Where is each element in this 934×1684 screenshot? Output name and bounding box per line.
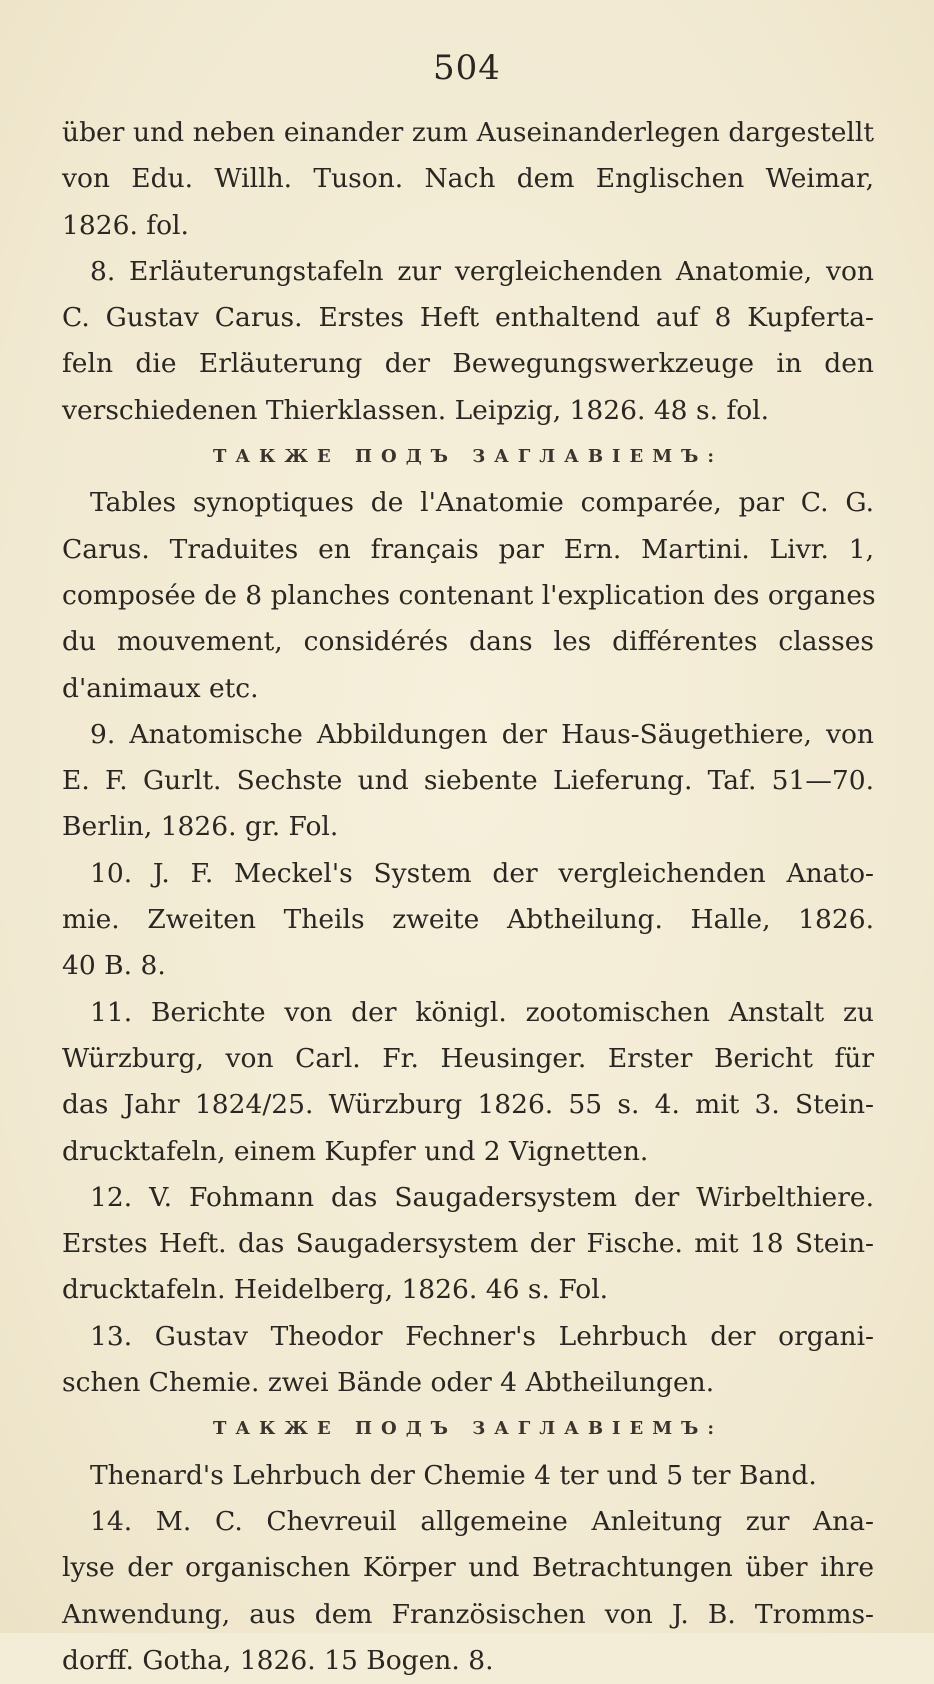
text-line: verschiedenen Thierklassen. Leipzig, 1826. 48 s. fol.	[62, 394, 770, 426]
text-line: das Jahr 1824/25. Würzburg 1826. 55 s. 4. mit 3. Stein-	[62, 1089, 874, 1121]
text-line: 1826. fol.	[62, 209, 189, 241]
text-line: lyse der organischen Körper und Betrachtungen über ihre	[62, 1552, 874, 1584]
text-line: C. Gustav Carus. Erstes Heft enthaltend auf 8 Kupferta-	[62, 302, 874, 334]
text-line: Anwendung, aus dem Französischen von J. B. Tromms-	[62, 1598, 874, 1630]
text-line: drucktafeln. Heidelberg, 1826. 46 s. Fol.	[62, 1274, 609, 1306]
text-line: 13. Gustav Theodor Fechner's Lehrbuch der organi-	[90, 1320, 874, 1352]
text-line: E. F. Gurlt. Sechste und siebente Lieferung. Taf. 51—70.	[62, 765, 874, 797]
text-line: feln die Erläuterung der Bewegungswerkzeuge in den	[62, 348, 874, 380]
text-line: drucktafeln, einem Kupfer und 2 Vignetten.	[62, 1135, 649, 1167]
text-line: Würzburg, von Carl. Fr. Heusinger. Erster Bericht für	[62, 1042, 874, 1074]
text-line: dorff. Gotha, 1826. 15 Bogen. 8.	[62, 1644, 494, 1676]
text-line: composée de 8 planches contenant l'explication des organes	[62, 579, 876, 611]
text-line: du mouvement, considérés dans les différentes classes	[62, 626, 874, 658]
text-line: Berlin, 1826. gr. Fol.	[62, 811, 339, 843]
text-line: mie. Zweiten Theils zweite Abtheilung. Halle, 1826.	[62, 904, 874, 936]
text-line: 14. M. C. Chevreuil allgemeine Anleitung zur Ana-	[90, 1505, 874, 1537]
text-line: Carus. Traduites en français par Ern. Martini. Livr. 1,	[62, 533, 874, 565]
text-line: schen Chemie. zwei Bände oder 4 Abtheilungen.	[62, 1367, 715, 1399]
section-header: ТАКЖЕ ПОДЪ ЗАГЛАВІЕМЪ:	[213, 446, 723, 468]
text-line: 12. V. Fohmann das Saugadersystem der Wirbelthiere.	[90, 1181, 874, 1213]
text-line: 8. Erläuterungstafeln zur vergleichenden Anatomie, von	[90, 255, 874, 287]
text-line: 11. Berichte von der königl. zootomischen Anstalt zu	[90, 996, 874, 1028]
section-header: ТАКЖЕ ПОДЪ ЗАГЛАВІЕМЪ:	[213, 1418, 723, 1440]
text-line: Tables synoptiques de l'Anatomie comparée, par C. G.	[90, 487, 874, 519]
text-block	[62, 110, 874, 1684]
text-line: 40 B. 8.	[62, 950, 166, 982]
text-line: von Edu. Willh. Tuson. Nach dem Englischen Weimar,	[62, 163, 874, 195]
text-line: Erstes Heft. das Saugadersystem der Fische. mit 18 Stein-	[62, 1228, 874, 1260]
page-number: 504	[433, 48, 501, 88]
text-line: Thenard's Lehrbuch der Chemie 4 ter und 5 ter Band.	[90, 1459, 817, 1491]
text-line: über und neben einander zum Auseinanderlegen dargestellt	[62, 117, 874, 148]
text-line: d'animaux etc.	[62, 672, 259, 704]
text-line: 10. J. F. Meckel's System der vergleichenden Anato-	[90, 857, 874, 889]
text-line: 9. Anatomische Abbildungen der Haus-Säugethiere, von	[90, 718, 874, 750]
